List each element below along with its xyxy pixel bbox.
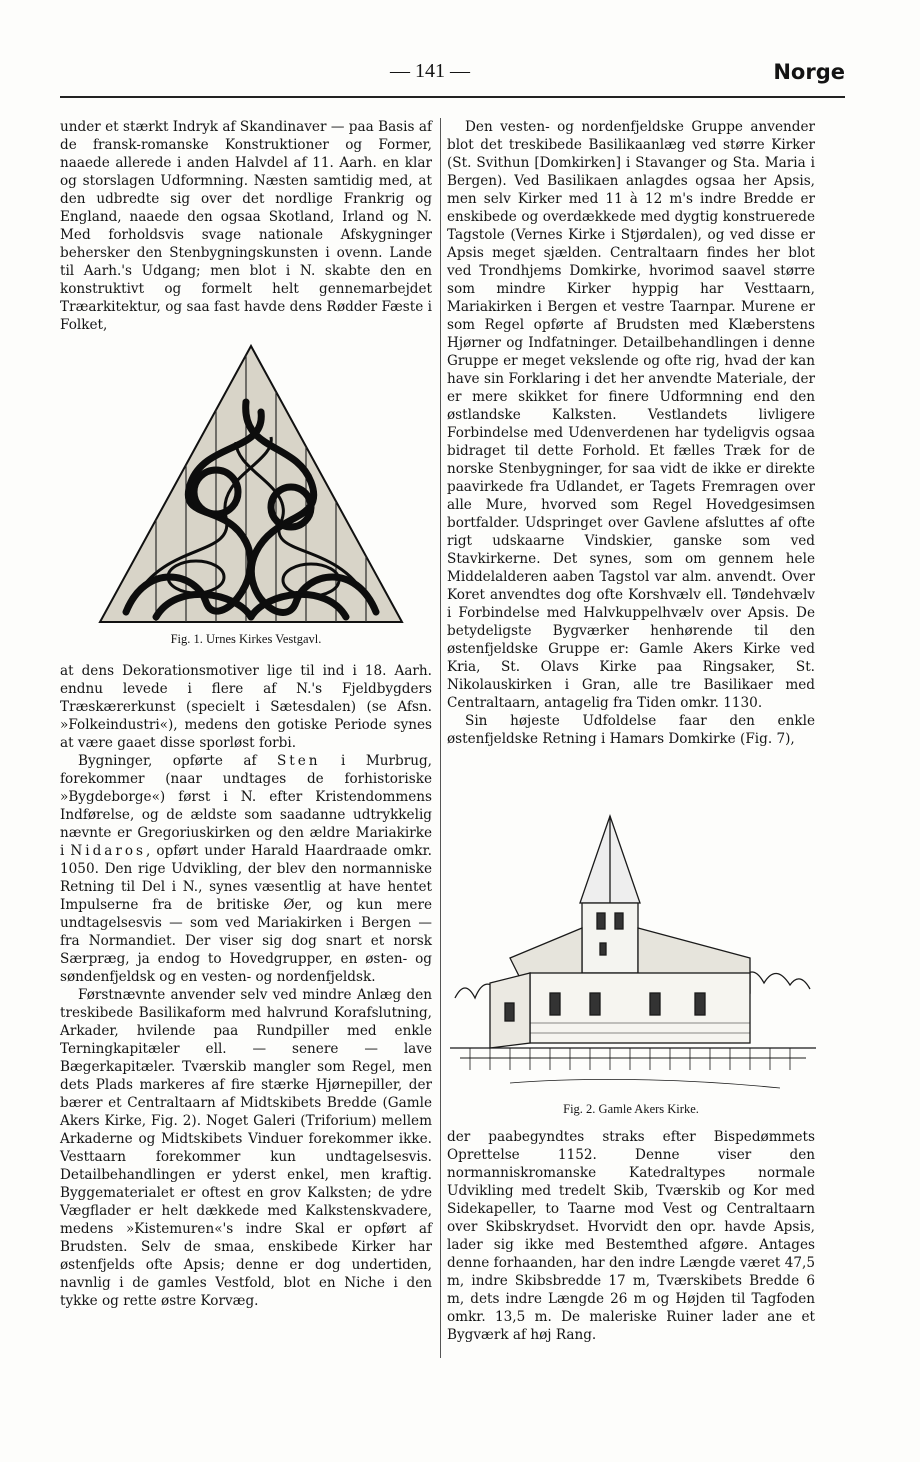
paragraph: Førstnævnte anvender selv ved mindre Anlæg den treskibede Basilikaform med halvrund Korafslutning, Arkader, hvilende paa Rundpiller med enkle Terningkapitæler ell. — senere — lave Bægerkapitæler. Tværskib mangler som Regel, men dets Plads markeres af fire stærke Hjørnepiller, der bærer et Centraltaarn af Midtskibets Bredde (Gamle Akers Kirke, Fig. 2). Noget Galeri (Triforium) mellem Arkaderne og Midtskibets Vinduer forekommer ikke. Vesttaarn forekommer kun undtagelsesvis. Detailbehandlingen er yderst enkel, men kraftig. Byggematerialet er oftest en grov Kalksten; de ydre Vægflader er helt dækkede med Kalkstenskvadere, medens »Kistemuren«'s indre Skal er opført af Brudsten. Selv de smaa, enskibede Kirker har østenfjelds ofte Apsis; denne er dog undertiden, navnlig i de gamles Vestfold, blot en Niche i den tykke og rette østre Korvæg.: [60, 987, 432, 1309]
left-column-bottom: [60, 662, 432, 1310]
page-number: — 141 —: [390, 60, 470, 82]
figure-2-caption: Fig. 2. Gamle Akers Kirke.: [563, 1102, 699, 1116]
figure-1-caption: Fig. 1. Urnes Kirkes Vestgavl.: [170, 632, 322, 646]
left-column-top: [60, 118, 432, 334]
paragraph: Sin højeste Udfoldelse faar den enkle østenfjeldske Retning i Hamars Domkirke (Fig. 7),: [447, 713, 815, 747]
paragraph: der paabegyndtes straks efter Bispedømmets Oprettelse 1152. Denne viser den normanniskromanske Katedraltypes normale Udvikling med tredelt Skib, Tværskib og Kor med Sidekapeller, to Taarne mod Vest og Centraltaarn over Skibskrydset. Hvorvidt den opr. havde Apsis, lader sig ikke med Bestemthed afgøre. Antages denne forhaanden, har den indre Længde været 47,5 m, indre Skibsbredde 17 m, Tværskibets Bredde 6 m, dets indre Længde 26 m og Højden til Tagfoden omkr. 13,5 m. De maleriske Ruiner lader ane et Bygværk af høj Rang.: [447, 1129, 815, 1343]
running-title: Norge: [773, 60, 845, 84]
header-rule: [60, 96, 845, 98]
spaced-term: Nidaros: [70, 843, 147, 859]
right-column-bottom: [447, 1128, 815, 1344]
paragraph: under et stærkt Indryk af Skandinaver — paa Basis af de fransk-romanske Konstruktioner og Former, naaede allerede i anden Halvdel af 11. Aarh. en klar og storslagen Udformning. Næsten samtidig med, at den udbredte sig over det nordlige Frankrig og England, naaede den ogsaa Skotland, Irland og N. Med forholdsvis svage nationale Afskygninger behersker den Stenbygningskunsten i ovenn. Lande til Aarh.'s Udgang; men blot i N. skabte den en konstruktivt og formelt helt gennemarbejdet Træarkitektur, og saa fast havde dens Rødder Fæste i Folket,: [60, 119, 432, 333]
text-run: Bygninger, opførte af: [78, 753, 277, 769]
text-run: , opført under Harald Haardraade omkr. 1050. Den rige Udvikling, der blev den normanniske Retning til Del i N., synes væsentlig at have hentet Impulserne fra de britiske Øer, og kun mere undtagelsesvis — som ved Mariakirken i Bergen — fra Normandiet. Der viser sig dog snart et norsk Særpræg, ja endog to Hovedgrupper, en østen- og søndenfjeldsk og en vesten- og nordenfjeldsk.: [60, 843, 432, 985]
paragraph: at dens Dekorationsmotiver lige til ind i 18. Aarh. endnu levede i flere af N.'s Fjeldbygders Træskærerkunst (specielt i Sætesdalen) (se Afsn. »Folkeindustri«), medens den gotiske Periode synes at være gaaet disse sporløst forbi.: [60, 663, 432, 751]
spaced-term: Sten: [276, 753, 321, 769]
right-column-top: [447, 118, 815, 748]
paragraph: [60, 752, 432, 986]
paragraph: Den vesten- og nordenfjeldske Gruppe anvender blot det treskibede Basilikaanlæg ved større Kirker (St. Svithun [Domkirken] i Stavanger og Sta. Maria i Bergen). Ved Basilikaen anlagdes ogsaa her Apsis, men selv Kirker med 11 à 12 m's indre Bredde er enskibede og overdækkede med dygtig konstruerede Tagstole (Vernes Kirke i Stjørdalen), og ved disse er Apsis meget sjælden. Centraltaarn findes her blot ved Trondhjems Domkirke, hvorimod saavel større som mindre Kirker hyppig har Vesttaarn, Mariakirken i Bergen et vestre Taarnpar. Murene er som Regel opførte af Brudsten med Klæberstens Hjørner og Indfatninger. Detailbehandlingen i denne Gruppe er meget vekslende og ofte rig, hvad der kan have sin Forklaring i det her anvendte Materiale, der er mere skikket for finere Udformning end den østlandske Kalksten. Vestlandets livligere Forbindelse med Udenverdenen har tydeligvis ogsaa bidraget til dette Forhold. Et fælles Træk for de norske Stenbygninger, for saa vidt de ikke er direkte paavirkede fra Udlandet, er Tagets Fremragen over alle Mure, hvorved som Regel Hovedgesimsen bortfalder. Udspringet over Gavlene afsluttes af ofte rigt udskaarne Vindskier, ganske som ved Stavkirkerne. Det synes, som om gennem hele Middelalderen aaben Tagstol var alm. anvendt. Over Koret anvendtes dog ofte Korshvælv ell. Tøndehvælv i Forbindelse med Halvkuppelhvælv over Apsis. De betydeligste Bygværker henhørende til den østenfjeldske Gruppe er: Gamle Akers Kirke ved Kria, St. Olavs Kirke paa Ringsaker, St. Nikolauskirken i Gran, alle tre Basilikaer med Centraltaarn, antagelig fra Tiden omkr. 1130.: [447, 119, 815, 711]
gamle-akers-church-illustration: [450, 808, 816, 1100]
column-divider: [440, 118, 441, 1358]
urnes-gable-illustration: [96, 342, 406, 627]
text-run: i Murbrug, forekommer (naar undtages de forhistoriske »Bygdeborge«) først i N. efter Kristendommens Indførelse, og de ældste som saadanne udtrykkelig nævnte er Gregoriuskirken og den ældre Mariakirke i: [60, 753, 432, 859]
page-header: [60, 60, 845, 96]
